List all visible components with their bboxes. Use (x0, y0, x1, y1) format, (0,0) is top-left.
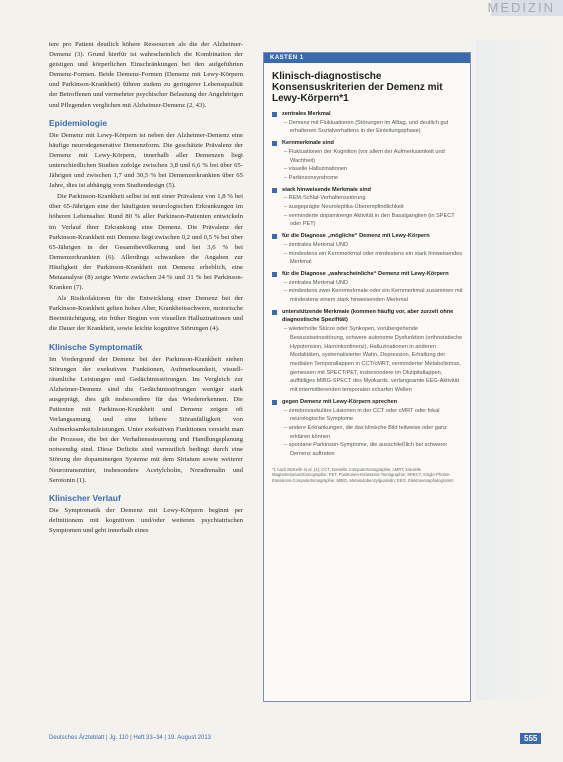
criteria-item: – ausgeprägte Neuroleptika-Überempfindlichkeit (284, 204, 404, 211)
criteria-item: – spontane Parkinson-Symptome, die ausschließlich bei schwerer Demenz auftreten (284, 442, 448, 458)
journal-footer: Deutsches Ärzteblatt | Jg. 110 | Heft 33–34 | 19. August 2013 (49, 735, 211, 741)
criteria-heading (272, 110, 464, 119)
criteria-heading (272, 308, 464, 325)
paragraph: Die Parkinson-Krankheit selbst ist mit einer Prävalenz von 1,8 % bei über 65-Jährigen eine der häufigsten neurologischen Erkrankungen im höheren Lebensalter. Rund 80 % aller Parkinson-Patienten entwickeln im Verlauf ihrer Erkrankung eine Demenz. Die Prävalenz der Parkinson-Krankheit mit Demenz liegt zwischen 0,2 und 0,5 % bei über 65-Jährigen in der Gesamtbevölkerung und bei 3,6 % bei Demenzerkrankten (6). Allerdings schwanken die Angaben zur Häufigkeit der Parkinson-Krankheit mit Demenz erheblich, eine Metaanalyse (8) zeigte Werte zwischen 24 % und 31 % bei Parkinson-Kranken (7). (49, 193, 243, 292)
criteria-heading-text: Kernmerkmale sind (282, 140, 334, 147)
square-bullet-icon (272, 272, 277, 277)
paragraph: Als Risikofaktoren für die Entwicklung einer Demenz bei der Parkinson-Krankheit gelten hohes Alter, Krankheitsschwere, motorische Beeinträchtigung, ein früher Beginn von visuellen Halluzinationen und die Dauer der Krankheit, sowie leichte kognitive Störungen (4). (49, 295, 243, 333)
criteria-item: – verminderte dopaminerge Aktivität in den Basalganglien (in SPECT oder PET) (284, 212, 455, 228)
criteria-heading (272, 270, 464, 279)
criteria-item: – visuelle Halluzinationen (284, 166, 348, 173)
criteria-list (272, 110, 464, 459)
criteria-heading-text: stark hinweisende Merkmale sind (282, 186, 371, 193)
criteria-heading-text: gegen Demenz mit Lewy-Körpern sprechen (282, 398, 398, 405)
paragraph: Im Vordergrund der Demenz bei der Parkinson-Krankheit stehen Störungen der exekutiven Funktionen, Aufmerksamkeit, visuell-räumliche Leistungen und Gedächtnisstörungen. Im Vergleich zur Alzheimer-Demenz sind die Gedächtnisstörungen weniger stark ausgeprägt, dies gilt insbesondere für das Wiedererkennen. Die Patienten mit Parkinson-Krankheit und Demenz zeigen oft Verlangsamung und eine höhere Störanfälligkeit von Aufmerksamkeitsleistungen. Unter exekutiven Funktionen versteht man die Prozesse, die bei der Verhaltenssteuerung und Handlungsplanung notwendig sind. Diese Defizite sind vermutlich bedingt durch eine Störung der dopaminergen Systeme mit dem Striatum sowie weiterer Neurotransmitter, insbesondere Acetylcholin, Noradrenalin und Serotonin (1). (49, 355, 243, 484)
criteria-item: – Fluktuationen der Kognition (vor allem der Aufmerksamkeit und Wachheit) (284, 148, 445, 164)
square-bullet-icon (272, 400, 277, 405)
criteria-heading-text: für die Diagnose „mögliche“ Demenz mit Lewy-Körpern (282, 233, 430, 240)
criteria-item: – REM-Schlaf-Verhaltensstörung (284, 195, 366, 202)
criteria-item: – mindestens ein Kernmerkmal oder mindestens ein stark hinweisendes Merkmal (284, 250, 463, 266)
paragraph: Die Demenz mit Lewy-Körpern ist neben der Alzheimer-Demenz eine häufige neurodegenerative Demenzform. Die geschätzte Prävalenz der Demenz mit Lewy-Körpern, innerhalb aller Demenzen liegt unterschiedlichen Studien zufolge zwischen 3,8 und 6,6 % bei über 65-Jährigen und zwischen 1,7 und 30,5 % bei Demenzerkrankten über 65 Jahre, dies ist abhängig vom Studiendesign (5). (49, 131, 243, 190)
criteria-heading (272, 398, 464, 407)
section-label: MEDIZIN (487, 0, 555, 15)
criteria-item: – Parkinsonsyndrome (284, 174, 339, 181)
criteria-item: – zentrales Merkmal UND (284, 241, 349, 248)
criteria-heading-text: für die Diagnose „wahrscheinliche“ Demenz mit Lewy-Körpern (282, 270, 449, 277)
criteria-heading-text: zentrales Merkmal (282, 111, 331, 117)
square-bullet-icon (272, 112, 277, 117)
box-label: KASTEN 1 (264, 53, 470, 63)
page-number: 555 (520, 733, 541, 744)
square-bullet-icon (272, 188, 277, 193)
square-bullet-icon (272, 141, 277, 146)
paragraph: tere pro Patient deutlich höhere Ressourcen als die der Alzheimer-Demenz (3). Grund hierfür ist wahrscheinlich die Kombination der geistigen und körperlichen Einschränkungen bei den aufgeführten Demenz-Formen. Beide Demenz-Formen (Demenz mit Lewy-Körpern und Parkinson-Krankheit) führen zudem zu geringerer Lebensqualität der Betroffenen und vermehrter psychischer Belastung der Angehörigen und Pflegenden verglichen mit Alzheimer-Demenz (2, 43). (49, 41, 243, 109)
criteria-item: – zerebrovaskuläre Läsionen in der CCT oder cMRT oder fokal neurologische Symptome (284, 407, 440, 423)
left-column (49, 40, 243, 537)
section-heading-epidemiology: Epidemiologie (49, 117, 108, 128)
section-heading-symptoms: Klinische Symptomatik (49, 341, 143, 352)
paragraph: Die Symptomatik der Demenz mit Lewy-Körpern beginnt per definitionem mit kognitiven und/oder weiteren psychiatrischen Symptomen und geht innerhalb eines (49, 506, 243, 534)
criteria-heading (272, 139, 464, 148)
square-bullet-icon (272, 310, 277, 315)
criteria-item: – andere Erkrankungen, die das klinische Bild teilweise oder ganz erklären können (284, 424, 447, 440)
box-footnote: *1 nach McKeith et al. (4); CCT, kranielle Computertomographie; cMRT, kranielle Magnetresonanztomographie; PET, Positronen-Emissions-Tomographie; SPECT, Single-Photon-Emissions-Computertomographie; MIBG, Metaiodobenzylguanidin; EEG, Elektroenzephalogramm (272, 466, 454, 483)
section-heading-course: Klinischer Verlauf (49, 492, 121, 503)
margin-shadow (476, 40, 563, 700)
criteria-heading-text: unterstützende Merkmale (kommen häufig vor, aber zurzeit ohne diagnostische Spezifität) (282, 308, 454, 324)
box-title: Klinisch-diagnostische Konsensuskriterien der Demenz mit Lewy-Körpern*1 (272, 71, 443, 104)
criteria-item: – Demenz mit Fluktuationen (Störungen im Alltag, und deutlich gut erhaltenen Sozialverhaltens in der Einleitungsphase) (284, 119, 449, 135)
info-box (263, 52, 471, 702)
criteria-heading (272, 186, 464, 195)
criteria-item: – mindestens zwei Kernmerkmale oder ein Kernmerkmal zusammen mit mindestens einem stark hinweisenden Merkmal (284, 288, 463, 304)
criteria-item: – wiederholte Stürze oder Synkopen, vorübergehende Bewusstseinsstörung, schwere autonome Dysfunktion (orthostatische Hypotension, Harninkontinenz), Halluzinationen in anderen Modalitäten, systematisierter Wahn, Depression, Erhaltung der medialen Temporallappen in CCT/cMRT, verminderter Metabolismus, gemessen mit SPECT/PET, insbesondere im Okzipitallappen, auffälliges MIBG-SPECT des Myokards, verlangsamte EEG-Aktivität mit intermittierenden temporalen scharfen Wellen (284, 326, 463, 394)
criteria-heading (272, 232, 464, 241)
square-bullet-icon (272, 234, 277, 239)
criteria-item: – zentrales Merkmal UND (284, 279, 349, 286)
